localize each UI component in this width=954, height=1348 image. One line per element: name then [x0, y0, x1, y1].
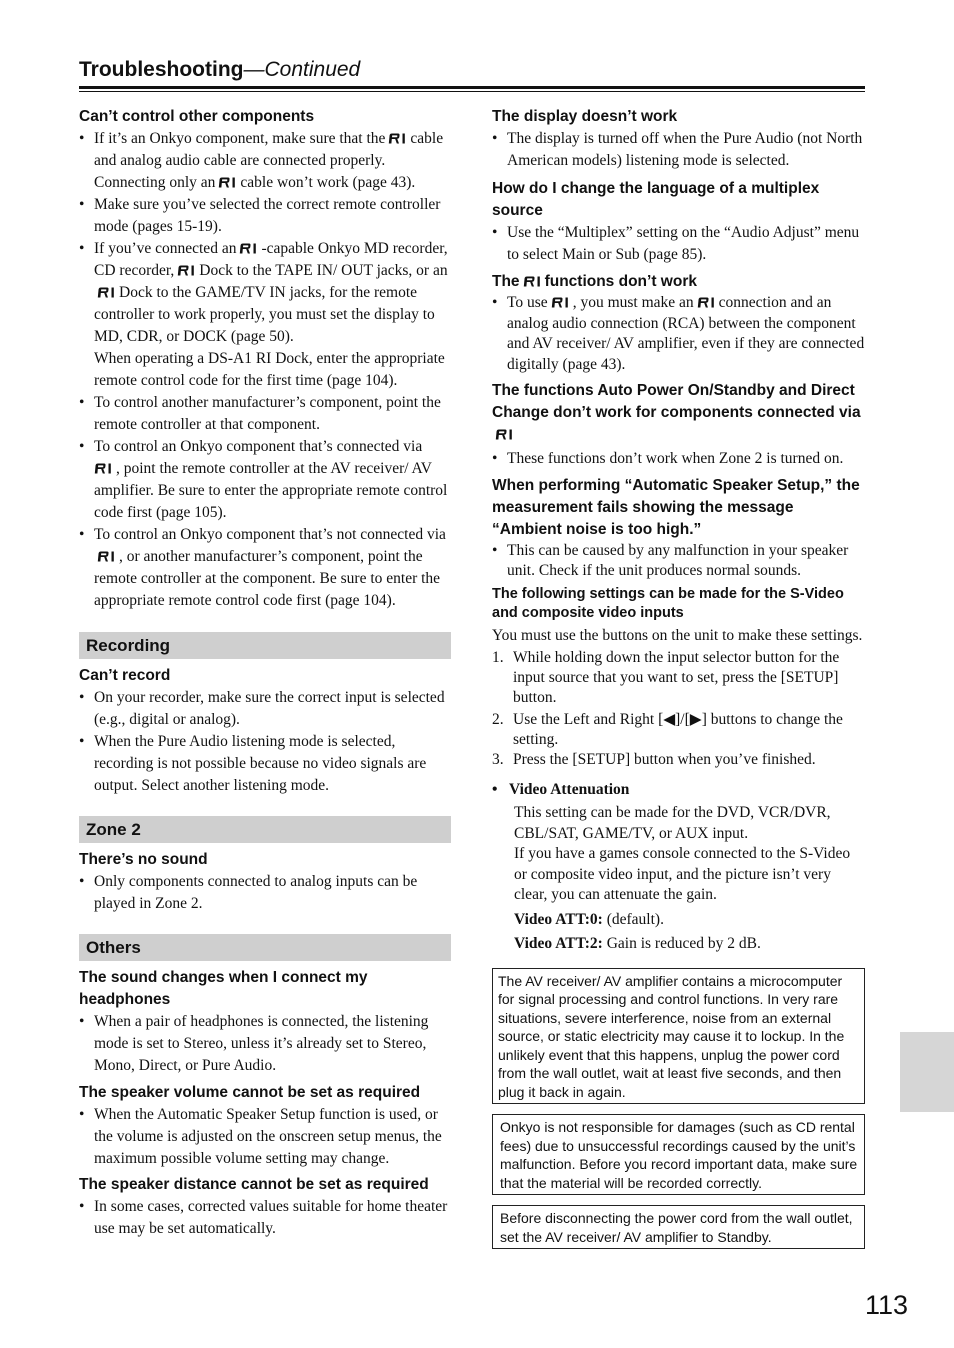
list-item: • If you’ve connected an -capable Onkyo MD recorder, CD recorder, Dock to the TAPE IN/ OUT jacks, or anDock to the GAME/TV IN jacks, for the remote controller to work properly, you must set the display to MD, CDR, or DOCK (page 50). When operating a DS-A1 RI Dock, enter the appropriate remote control code for the first time (page 104). — [79, 238, 451, 392]
notice-box-microcomputer: The AV receiver/ AV amplifier contains a microcomputer for signal processing and control functions. In very rare situations, severe interference, noise from an external source, or static electricity may cause it to lockup. In the unlikely event that this happens, unplug the power cord from the wall outlet, wait at least five seconds, and then plug it back in again. — [492, 968, 865, 1105]
ri-logo-icon — [495, 429, 514, 440]
ri-logo-icon — [551, 297, 570, 308]
intro-text: You must use the buttons on the unit to make these settings. — [492, 627, 863, 644]
list-item: 1. While holding down the input selector button for the input source that you want to set, press the [SETUP] button. — [492, 649, 840, 706]
list-item: • To use , you must make an connection and an analog audio connection (RCA) between the component and AV receiver/ AV amplifier, even if they are connected digitally (page 43). — [492, 293, 865, 375]
page-title — [79, 58, 360, 82]
bullet-list — [79, 1196, 451, 1240]
section-heading: Can’t record — [79, 667, 171, 684]
list-item: 2. Use the Left and Right [◀]/[▶] buttons to change the setting. — [492, 711, 843, 748]
section-language — [492, 178, 865, 266]
bullet-list — [492, 541, 865, 581]
header-rule-thick — [79, 86, 865, 89]
section-heading: The following settings can be made for the S-Video and composite video inputs — [492, 586, 844, 621]
page-number: 113 — [865, 1290, 909, 1320]
section-heading: The functions don’t work — [492, 273, 697, 290]
section-heading: The functions Auto Power On/Standby and Direct Change don’t work for components connected via — [492, 380, 865, 446]
video-attenuation-title: • Video Attenuation — [492, 781, 630, 798]
section-heading: The speaker volume cannot be set as required — [79, 1084, 421, 1101]
bullet-list — [492, 222, 865, 266]
video-attenuation — [492, 779, 865, 955]
section-heading: The display doesn’t work — [492, 108, 678, 125]
bullet-list — [492, 293, 865, 375]
section-display — [492, 106, 865, 172]
section-band-others: Others — [79, 934, 451, 961]
list-item: • Make sure you’ve selected the correct remote controller mode (pages 15-19). — [79, 194, 451, 238]
section-zone2 — [79, 849, 451, 915]
section-band-zone2: Zone 2 — [79, 816, 451, 843]
steps-list — [492, 648, 865, 770]
bullet-list — [79, 687, 451, 797]
section-ri-functions — [492, 271, 865, 375]
title-text: Troubleshooting — [79, 58, 244, 81]
notice-box-liability: Onkyo is not responsible for damages (such as CD rental fees) due to unsuccessful recordings caused by the unit’s malfunction. Before you record important data, make sure that the material will be recorded correctly. — [492, 1114, 865, 1195]
ri-logo-icon — [94, 463, 113, 474]
ri-logo-icon — [177, 265, 196, 276]
bullet-list — [492, 128, 865, 172]
header-rule-thin — [79, 91, 865, 92]
ri-logo-icon — [97, 287, 116, 298]
list-item: • Use the “Multiplex” setting on the “Audio Adjust” menu to select Main or Sub (page 85). — [492, 222, 865, 266]
list-item: • Only components connected to analog inputs can be played in Zone 2. — [79, 871, 451, 915]
list-item: • The display is turned off when the Pure Audio (not North American models) listening mode is selected. — [492, 128, 865, 172]
section-speaker-setup — [492, 475, 865, 581]
section-svideo — [492, 585, 865, 955]
ri-logo-icon — [697, 297, 716, 308]
section-band-recording: Recording — [79, 632, 451, 659]
bullet-list — [79, 128, 451, 612]
section-heading: When performing “Automatic Speaker Setup,” the measurement fails showing the message “Ambient noise is too high.” — [492, 477, 860, 538]
list-item: • To control an Onkyo component that’s not connected via, or another manufacturer’s component, point the remote controller at the component. Be sure to enter the appropriate remote control code first (page 104). — [79, 524, 451, 612]
list-item: • If it’s an Onkyo component, make sure that the cable and analog audio cable are connected properly. Connecting only an cable won’t work (page 43). — [79, 128, 451, 194]
bullet-list — [79, 1011, 451, 1077]
list-item: • These functions don’t work when Zone 2 is turned on. — [492, 448, 865, 470]
section-heading: There’s no sound — [79, 851, 208, 868]
ri-logo-icon — [523, 276, 542, 287]
notice-box-standby: Before disconnecting the power cord from the wall outlet, set the AV receiver/ AV amplifier to Standby. — [492, 1205, 865, 1249]
ri-logo-icon — [239, 243, 258, 254]
title-continued: —Continued — [243, 58, 361, 81]
video-attenuation-body: This setting can be made for the DVD, VCR/DVR, CBL/SAT, GAME/TV, or AUX input. If you have a games console connected to the S-Video or composite video input, and the picture isn’t very clear, you can attenuate the gain. Video ATT:0: (default). Video ATT:2: Gain is reduced by 2 dB. — [492, 803, 865, 955]
ri-logo-icon — [97, 551, 116, 562]
section-heading: The sound changes when I connect my headphones — [79, 969, 368, 1008]
right-column — [492, 106, 865, 1249]
ri-logo-icon — [388, 133, 407, 144]
section-cant-control — [79, 106, 451, 612]
page-header — [79, 56, 865, 94]
list-item: • In some cases, corrected values suitable for home theater use may be set automatically. — [79, 1196, 451, 1240]
section-heading: Can’t control other components — [79, 108, 315, 125]
bullet-list — [79, 871, 451, 915]
list-item: 3. Press the [SETUP] button when you’ve finished. — [492, 751, 816, 768]
side-thumb-tab — [900, 1032, 954, 1112]
list-item: • When the Automatic Speaker Setup function is used, or the volume is adjusted on the onscreen setup menus, the maximum possible volume setting may change. — [79, 1104, 451, 1170]
att0-line: Video ATT:0: (default). — [514, 910, 664, 928]
section-others — [79, 967, 451, 1240]
section-heading: The speaker distance cannot be set as required — [79, 1176, 429, 1193]
section-recording — [79, 665, 451, 797]
bullet-list — [492, 448, 865, 470]
list-item: • When a pair of headphones is connected, the listening mode is set to Stereo, unless it’s already set to Stereo, Mono, Direct, or Pure Audio. — [79, 1011, 451, 1077]
list-item: • To control another manufacturer’s component, point the remote controller at that component. — [79, 392, 451, 436]
list-item: • On your recorder, make sure the correct input is selected (e.g., digital or analog). — [79, 687, 451, 731]
ri-logo-icon — [218, 177, 237, 188]
list-item: • This can be caused by any malfunction in your speaker unit. Check if the unit produces normal sounds. — [492, 541, 865, 581]
bullet-list — [79, 1104, 451, 1170]
left-column — [79, 106, 451, 1240]
section-heading: How do I change the language of a multiplex source — [492, 180, 820, 219]
list-item: • To control an Onkyo component that’s connected via , point the remote controller at the AV receiver/ AV amplifier. Be sure to enter the appropriate remote control code first (page 105). — [79, 436, 451, 524]
list-item: • When the Pure Audio listening mode is selected, recording is not possible because no video signals are output. Select another listening mode. — [79, 731, 451, 797]
att2-line: Video ATT:2: Gain is reduced by 2 dB. — [514, 934, 761, 952]
section-auto-power — [492, 380, 865, 470]
